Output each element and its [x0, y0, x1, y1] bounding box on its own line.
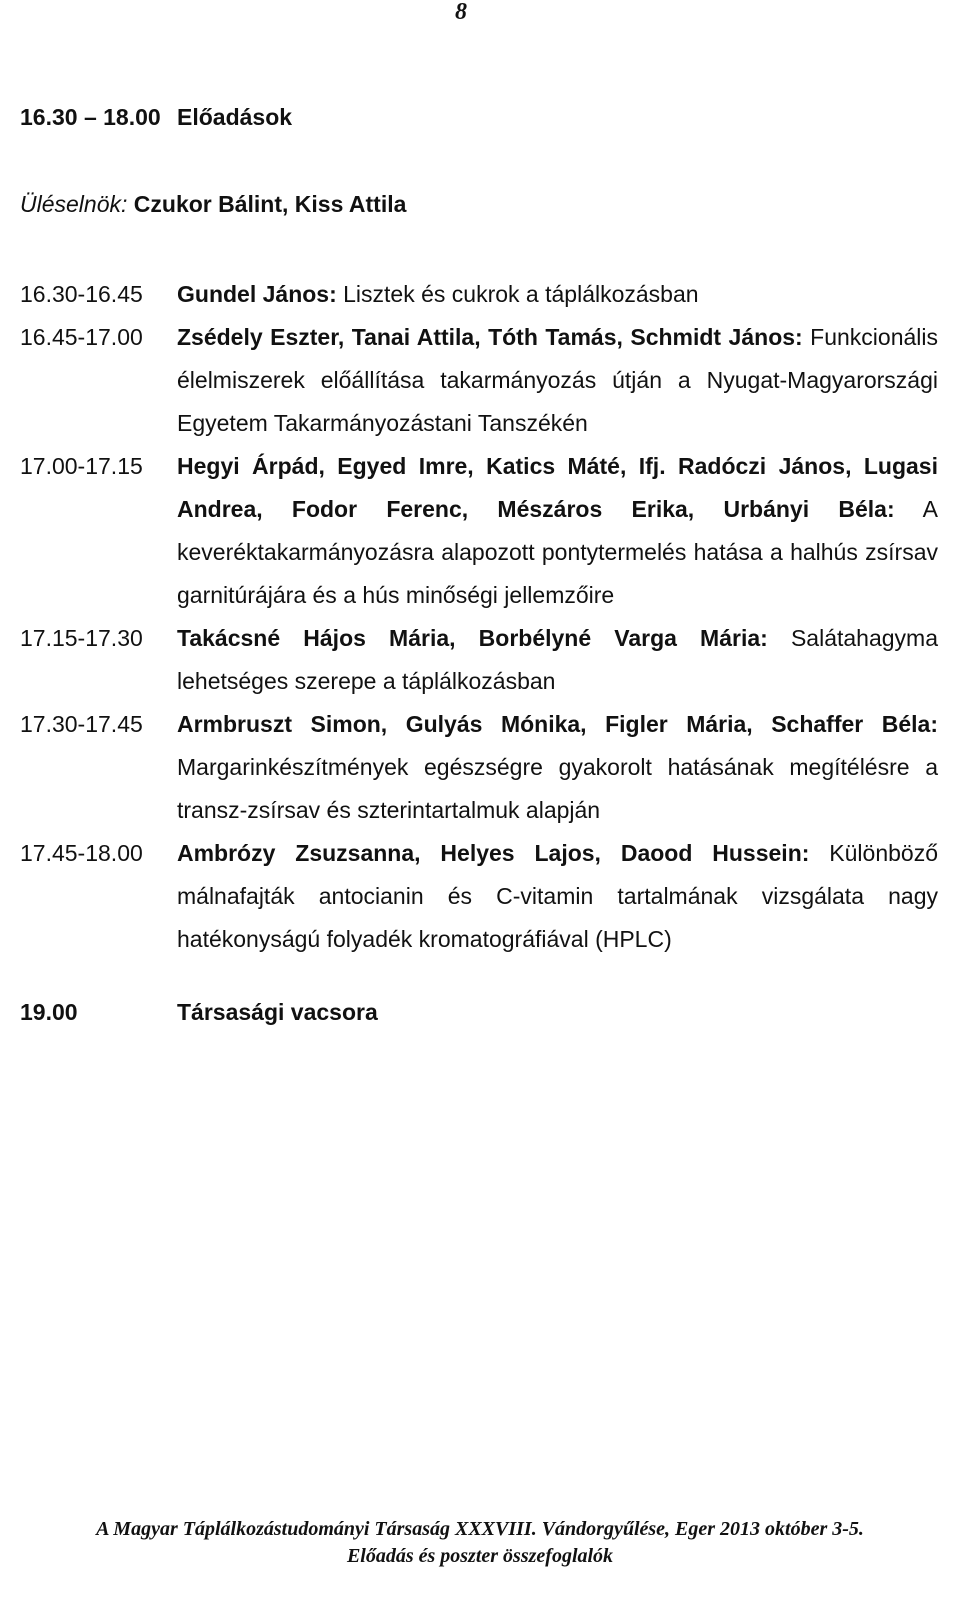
- session-title: Előadások: [177, 104, 293, 130]
- talk-item: [20, 832, 938, 961]
- talk-time: 17.45-18.00: [20, 840, 143, 866]
- talk-title: Margarinkészítmények egészségre gyakorolt hatásának megítélésre a transz-zsírsav és szterintartalmuk alapján: [177, 754, 938, 823]
- talk-list: [20, 273, 938, 961]
- talk-body: [177, 832, 938, 961]
- talk-body: [177, 703, 938, 832]
- talk-time: 17.00-17.15: [20, 453, 143, 479]
- talk-time: 16.30-16.45: [20, 281, 143, 307]
- talk-item: [20, 445, 938, 617]
- talk-title: Lisztek és cukrok a táplálkozásban: [343, 281, 699, 307]
- talk-time: 17.15-17.30: [20, 625, 143, 651]
- talk-title: A keveréktakarmányozásra alapozott pontytermelés hatása a halhús zsírsav garnitúrájára és a hús minőségi jellemzőire: [177, 496, 938, 608]
- talk-title: Salátahagyma lehetséges szerepe a táplálkozásban: [177, 625, 938, 694]
- talk-body: [177, 617, 938, 703]
- dinner-time: 19.00: [20, 999, 78, 1025]
- talk-body: [177, 316, 938, 445]
- talk-authors: Zsédely Eszter, Tanai Attila, Tóth Tamás, Schmidt János:: [177, 324, 803, 350]
- talk-authors: Armbruszt Simon, Gulyás Mónika, Figler Mária, Schaffer Béla:: [177, 711, 938, 737]
- footer-conference-line: A Magyar Táplálkozástudományi Társaság XXXVIII. Vándorgyűlése, Eger 2013 október 3-5.: [96, 1518, 864, 1540]
- chairs-label: Üléselnök:: [20, 191, 128, 217]
- talk-authors: Ambrózy Zsuzsanna, Helyes Lajos, Daood Hussein:: [177, 840, 810, 866]
- talk-time: 16.45-17.00: [20, 324, 143, 350]
- talk-authors: Hegyi Árpád, Egyed Imre, Katics Máté, Ifj. Radóczi János, Lugasi Andrea, Fodor Ferenc, Mészáros Erika, Urbányi Béla:: [177, 453, 938, 522]
- page-footer: [0, 1516, 960, 1570]
- talk-item: [20, 703, 938, 832]
- dinner-title: Társasági vacsora: [177, 999, 378, 1025]
- talk-item: [20, 617, 938, 703]
- footer-subtitle-line: Előadás és poszter összefoglalók: [346, 1545, 614, 1567]
- talk-authors: Gundel János:: [177, 281, 337, 307]
- talk-time: 17.30-17.45: [20, 711, 143, 737]
- talk-title: Különböző málnafajták antocianin és C-vitamin tartalmának vizsgálata nagy hatékonyságú folyadék kromatográfiával (HPLC): [177, 840, 938, 952]
- page-number: 8: [455, 0, 467, 25]
- session-time: 16.30 – 18.00: [20, 104, 161, 130]
- talk-authors: Takácsné Hájos Mária, Borbélyné Varga Mária:: [177, 625, 768, 651]
- talk-item: [20, 273, 938, 316]
- talk-item: [20, 316, 938, 445]
- talk-body: [177, 445, 938, 617]
- chairs-names: Czukor Bálint, Kiss Attila: [133, 191, 407, 217]
- talk-title: Funkcionális élelmiszerek előállítása takarmányozás útján a Nyugat-Magyarországi Egyetem Takarmányozástani Tanszékén: [177, 324, 939, 436]
- talk-body: [177, 273, 938, 316]
- session-chairs: [20, 190, 406, 218]
